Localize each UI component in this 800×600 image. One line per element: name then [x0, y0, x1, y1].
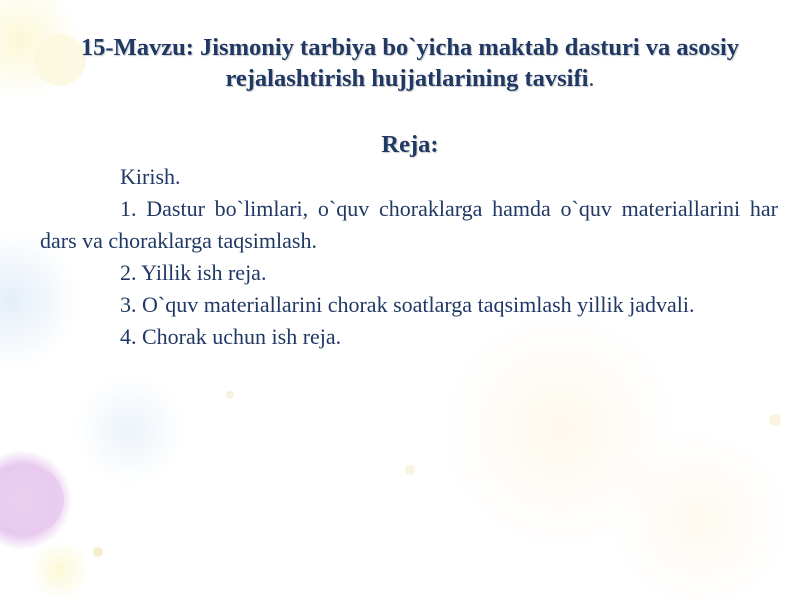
plan-heading: Reja: — [381, 131, 439, 158]
title-main-text: 15-Mavzu: Jismoniy tarbiya bo`yicha maktab dasturi va asosiy rejalashtirish hujjatlarining tavsifi — [80, 34, 740, 92]
plan-item-3: 3. O`quv materiallarini chorak soatlarga taqsimlash yillik jadvali. — [120, 292, 695, 317]
slide-title — [40, 32, 780, 94]
plan-item-4: 4. Chorak uchun ish reja. — [120, 324, 342, 349]
title-period: . — [588, 65, 595, 92]
plan-list — [40, 161, 778, 353]
plan-item-2: 2. Yillik ish reja. — [120, 260, 267, 285]
plan-item-1: 1. Dastur bo`limlari, o`quv choraklarga hamda o`quv materiallarini har dars va choraklarga taqsimlash. — [40, 196, 778, 253]
plan-item-intro: Kirish. — [120, 164, 181, 189]
